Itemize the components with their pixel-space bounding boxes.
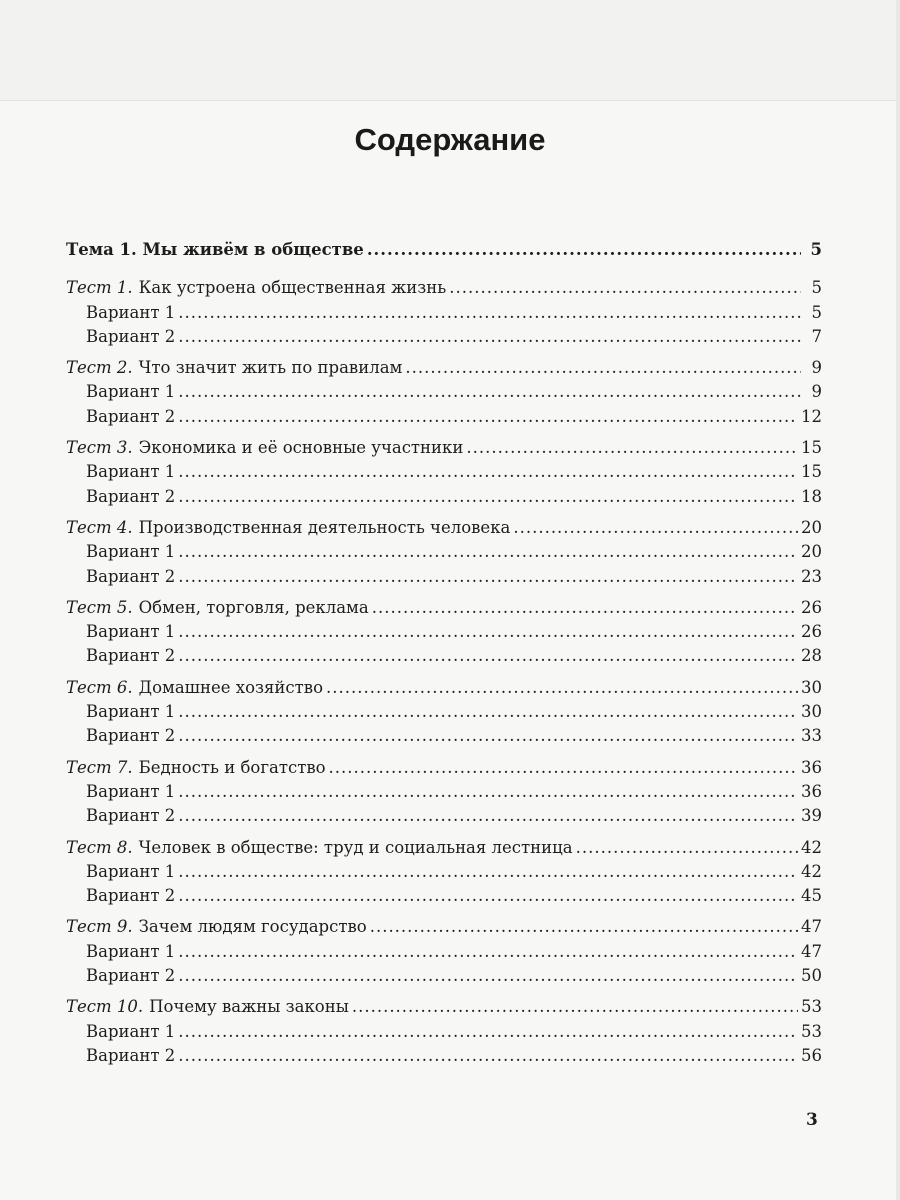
toc-variant-row[interactable]	[66, 884, 822, 908]
variant-label: Вариант 2	[86, 726, 176, 746]
toc-test-row[interactable]	[66, 436, 822, 460]
page-ref: 18	[801, 486, 822, 506]
page-ref: 20	[801, 542, 822, 562]
toc-variant-row[interactable]	[66, 1044, 822, 1068]
toc-test-row[interactable]	[66, 676, 822, 700]
page-ref: 9	[811, 382, 822, 402]
page-ref: 5	[810, 240, 822, 259]
test-number: Тест 9.	[66, 917, 133, 937]
dot-leader	[178, 325, 801, 349]
test-title: Экономика и её основные участники	[138, 438, 464, 458]
test-number: Тест 10.	[66, 997, 144, 1017]
variant-label: Вариант 1	[86, 861, 176, 881]
page-ref: 50	[801, 966, 822, 986]
variant-label: Вариант 1	[86, 382, 176, 402]
dot-leader	[178, 644, 798, 668]
page-ref: 30	[801, 702, 822, 722]
topic-label: Тема 1. Мы живём в обществе	[66, 240, 364, 259]
toc-variant-row[interactable]	[66, 620, 822, 644]
page-ref: 45	[801, 886, 822, 906]
dot-leader	[178, 380, 801, 404]
dot-leader	[178, 884, 798, 908]
dot-leader	[352, 995, 798, 1019]
page-ref: 20	[801, 517, 822, 537]
dot-leader	[405, 356, 801, 380]
toc-test-row[interactable]	[66, 836, 822, 860]
dot-leader	[576, 836, 798, 860]
dot-leader	[178, 1020, 798, 1044]
dot-leader	[178, 804, 798, 828]
toc-variant-row[interactable]	[66, 860, 822, 884]
page-ref: 23	[801, 566, 822, 586]
test-title: Домашнее хозяйство	[138, 677, 324, 697]
dot-leader	[466, 436, 798, 460]
page-title: Содержание	[354, 122, 546, 157]
page-ref: 53	[801, 1021, 822, 1041]
variant-label: Вариант 1	[86, 542, 176, 562]
toc-test-row[interactable]	[66, 596, 822, 620]
page-ref: 5	[811, 278, 822, 298]
dot-leader	[370, 915, 798, 939]
dot-leader	[178, 301, 801, 325]
toc-variant-row[interactable]	[66, 724, 822, 748]
dot-leader	[178, 1044, 798, 1068]
dot-leader	[178, 485, 798, 509]
toc-variant-row[interactable]	[66, 565, 822, 589]
page-ref: 36	[801, 781, 822, 801]
dot-leader	[178, 565, 798, 589]
toc-variant-row[interactable]	[66, 780, 822, 804]
page-ref: 42	[801, 861, 822, 881]
page-ref: 39	[801, 806, 822, 826]
toc-variant-row[interactable]	[66, 1020, 822, 1044]
variant-label: Вариант 2	[86, 566, 176, 586]
page-ref: 5	[811, 302, 822, 322]
page-ref: 36	[801, 757, 822, 777]
variant-label: Вариант 2	[86, 326, 176, 346]
toc-variant-row[interactable]	[66, 380, 822, 404]
toc-test-row[interactable]	[66, 516, 822, 540]
page-ref: 15	[801, 462, 822, 482]
page-ref: 12	[801, 406, 822, 426]
toc-variant-row[interactable]	[66, 325, 822, 349]
variant-label: Вариант 2	[86, 806, 176, 826]
page-ref: 33	[801, 726, 822, 746]
page-ref: 47	[801, 917, 822, 937]
toc-variant-row[interactable]	[66, 301, 822, 325]
page-ref: 56	[801, 1045, 822, 1065]
test-number: Тест 6.	[66, 677, 133, 697]
page-ref: 53	[801, 997, 822, 1017]
variant-label: Вариант 2	[86, 966, 176, 986]
dot-leader	[178, 540, 798, 564]
toc-variant-row[interactable]	[66, 964, 822, 988]
toc-variant-row[interactable]	[66, 460, 822, 484]
toc-variant-row[interactable]	[66, 644, 822, 668]
toc-variant-row[interactable]	[66, 940, 822, 964]
dot-leader	[367, 238, 801, 262]
test-number: Тест 5.	[66, 597, 133, 617]
test-title: Зачем людям государство	[138, 917, 367, 937]
toc-test-row[interactable]	[66, 915, 822, 939]
toc-test-row[interactable]	[66, 276, 822, 300]
page-ref: 30	[801, 677, 822, 697]
test-number: Тест 3.	[66, 438, 133, 458]
page-ref: 42	[801, 837, 822, 857]
dot-leader	[178, 940, 798, 964]
test-title: Бедность и богатство	[138, 757, 326, 777]
variant-label: Вариант 1	[86, 302, 176, 322]
variant-label: Вариант 2	[86, 646, 176, 666]
dot-leader	[326, 676, 798, 700]
dot-leader	[178, 460, 798, 484]
page-top-band	[0, 0, 900, 101]
page-ref: 15	[801, 438, 822, 458]
variant-label: Вариант 1	[86, 941, 176, 961]
test-number: Тест 4.	[66, 517, 133, 537]
test-number: Тест 8.	[66, 837, 133, 857]
page-ref: 9	[811, 358, 822, 378]
dot-leader	[329, 756, 798, 780]
test-title: Производственная деятельность человека	[138, 517, 511, 537]
page-ref: 7	[811, 326, 822, 346]
toc-variant-row[interactable]	[66, 405, 822, 429]
dot-leader	[178, 780, 798, 804]
dot-leader	[372, 596, 798, 620]
dot-leader	[513, 516, 798, 540]
test-title: Обмен, торговля, реклама	[138, 597, 369, 617]
test-title: Почему важны законы	[149, 997, 349, 1017]
test-number: Тест 1.	[66, 278, 133, 298]
variant-label: Вариант 2	[86, 886, 176, 906]
variant-label: Вариант 2	[86, 406, 176, 426]
test-title: Как устроена общественная жизнь	[138, 278, 447, 298]
toc-variant-row[interactable]	[66, 700, 822, 724]
variant-label: Вариант 1	[86, 462, 176, 482]
toc-topic-row[interactable]	[66, 238, 822, 262]
toc-test-row[interactable]	[66, 756, 822, 780]
page-ref: 47	[801, 941, 822, 961]
page-ref: 28	[801, 646, 822, 666]
dot-leader	[178, 964, 798, 988]
variant-label: Вариант 1	[86, 702, 176, 722]
variant-label: Вариант 2	[86, 486, 176, 506]
dot-leader	[178, 405, 798, 429]
dot-leader	[178, 724, 798, 748]
toc-test-row[interactable]	[66, 995, 822, 1019]
page-ref: 26	[801, 597, 822, 617]
page-edge	[896, 0, 900, 1200]
variant-label: Вариант 2	[86, 1045, 176, 1065]
variant-label: Вариант 1	[86, 1021, 176, 1041]
variant-label: Вариант 1	[86, 781, 176, 801]
page-ref: 26	[801, 622, 822, 642]
dot-leader	[178, 620, 798, 644]
dot-leader	[449, 276, 801, 300]
test-title: Человек в обществе: труд и социальная лестница	[138, 837, 573, 857]
toc-test-row[interactable]	[66, 356, 822, 380]
test-number: Тест 2.	[66, 358, 133, 378]
dot-leader	[178, 860, 798, 884]
test-number: Тест 7.	[66, 757, 133, 777]
table-of-contents	[66, 238, 822, 1068]
variant-label: Вариант 1	[86, 622, 176, 642]
page-number: 3	[806, 1110, 818, 1130]
toc-variant-row[interactable]	[66, 804, 822, 828]
dot-leader	[178, 700, 798, 724]
toc-variant-row[interactable]	[66, 485, 822, 509]
test-title: Что значит жить по правилам	[138, 358, 403, 378]
toc-variant-row[interactable]	[66, 540, 822, 564]
